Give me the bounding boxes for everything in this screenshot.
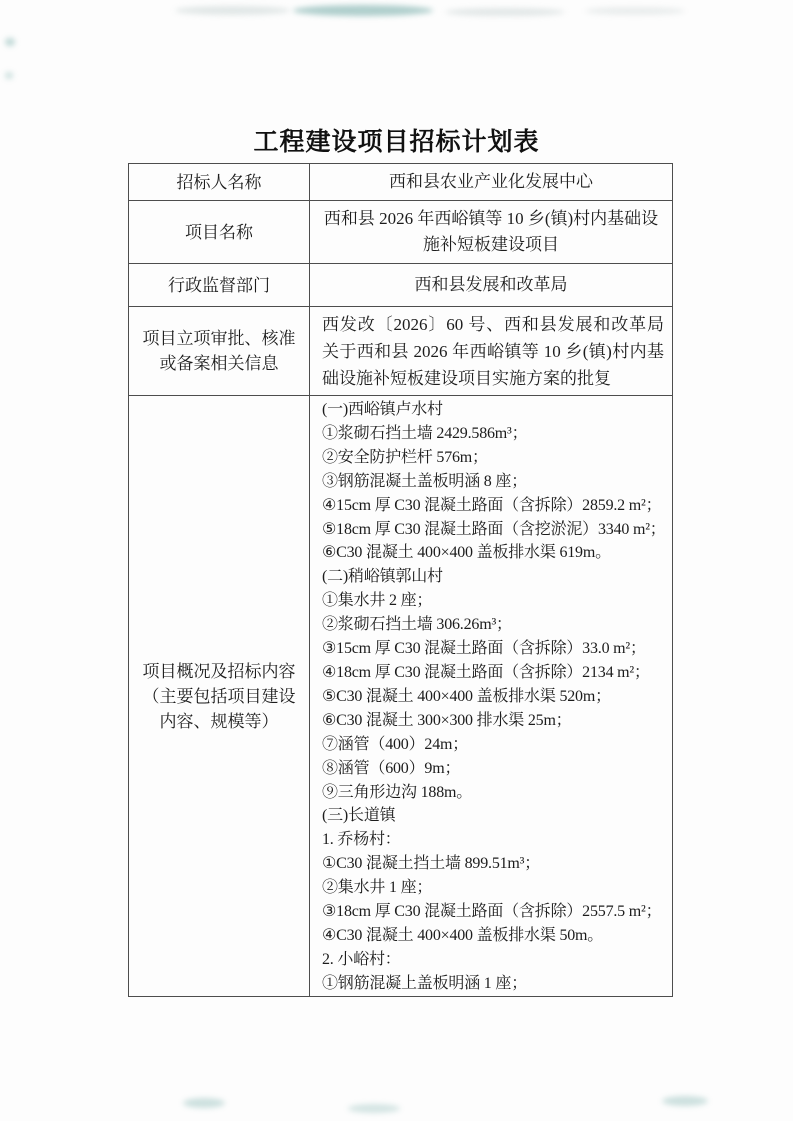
- scan-artifact: [585, 7, 685, 15]
- content-line: (一)西峪镇卢水村: [322, 401, 443, 418]
- table-row-bidder-name: [129, 164, 672, 201]
- content-line: ③钢筋混凝土盖板明涵 8 座；: [322, 472, 528, 490]
- row-value-project-overview: [310, 396, 672, 996]
- row-label-bidder-name: 招标人名称: [129, 164, 310, 200]
- content-line: ②浆砌石挡土墙 306.26m³；: [322, 616, 512, 634]
- content-line: 1. 乔杨村：: [322, 831, 401, 849]
- content-line: ②安全防护栏杆 576m；: [322, 448, 488, 466]
- scan-artifact: [662, 1096, 708, 1106]
- scan-artifact: [445, 8, 565, 16]
- content-line: ⑤C30 混凝土 400×400 盖板排水渠 520m；: [322, 687, 611, 705]
- content-line: ①浆砌石挡土墙 2429.586m³；: [322, 424, 528, 442]
- row-label-approval-info: 项目立项审批、核准或备案相关信息: [129, 307, 310, 395]
- table-row-supervising-department: [129, 264, 672, 307]
- content-line: ④15cm 厚 C30 混凝土路面（含拆除）2859.2 m²；: [322, 496, 662, 514]
- content-line: ③18cm 厚 C30 混凝土路面（含拆除）2557.5 m²；: [322, 903, 662, 921]
- row-value-bidder-name: 西和县农业产业化发展中心: [389, 172, 593, 191]
- row-value-approval-info: 西发改〔2026〕60 号、西和县发展和改革局关于西和县 2026 年西峪镇等 10 乡(镇)村内基础设施补短板建设项目实施方案的批复: [322, 315, 664, 388]
- table-row-approval-info: [129, 307, 672, 396]
- scan-artifact: [183, 1098, 225, 1108]
- content-line: ①钢筋混凝上盖板明涵 1 座；: [322, 974, 528, 992]
- content-line: (二)稍峪镇郭山村: [322, 568, 443, 586]
- content-line: ③15cm 厚 C30 混凝土路面（含拆除）33.0 m²；: [322, 640, 646, 658]
- scan-artifact: [348, 1104, 400, 1113]
- content-line: ⑦涵管（400）24m；: [322, 735, 469, 753]
- row-value-supervising-department: 西和县发展和改革局: [414, 275, 568, 294]
- scan-artifact: [293, 5, 433, 16]
- content-line: ①C30 混凝土挡土墙 899.51m³；: [322, 855, 541, 873]
- page-title: 工程建设项目招标计划表: [253, 129, 540, 156]
- content-line: 2. 小峪村：: [322, 950, 401, 968]
- row-label-supervising-department: 行政监督部门: [129, 264, 310, 306]
- content-line: (三)长道镇: [322, 807, 396, 825]
- content-line: ⑧涵管（600）9m；: [322, 759, 461, 777]
- scan-artifact: [5, 38, 15, 46]
- content-line: ⑤18cm 厚 C30 混凝土路面（含挖淤泥）3340 m²；: [322, 520, 666, 538]
- content-line: ①集水井 2 座；: [322, 592, 433, 610]
- bidding-plan-table: [128, 163, 673, 997]
- content-line: ⑨三角形边沟 188m。: [322, 783, 473, 801]
- row-value-project-name: 西和县 2026 年西峪镇等 10 乡(镇)村内基础设施补短板建设项目: [323, 209, 659, 254]
- content-line: ②集水井 1 座；: [322, 879, 433, 897]
- content-line: ⑥C30 混凝土 300×300 排水渠 25m；: [322, 711, 572, 729]
- scan-artifact: [5, 72, 13, 79]
- table-row-project-overview: [129, 396, 672, 996]
- content-line: ⑥C30 混凝土 400×400 盖板排水渠 619m。: [322, 544, 611, 562]
- row-label-project-name: 项目名称: [129, 201, 310, 263]
- content-line: ④18cm 厚 C30 混凝土路面（含拆除）2134 m²；: [322, 663, 650, 681]
- scan-artifact: [175, 6, 290, 15]
- row-label-project-overview: 项目概况及招标内容（主要包括项目建设内容、规模等）: [129, 396, 310, 996]
- content-line: ④C30 混凝土 400×400 盖板排水渠 50m。: [322, 926, 604, 944]
- table-row-project-name: [129, 201, 672, 264]
